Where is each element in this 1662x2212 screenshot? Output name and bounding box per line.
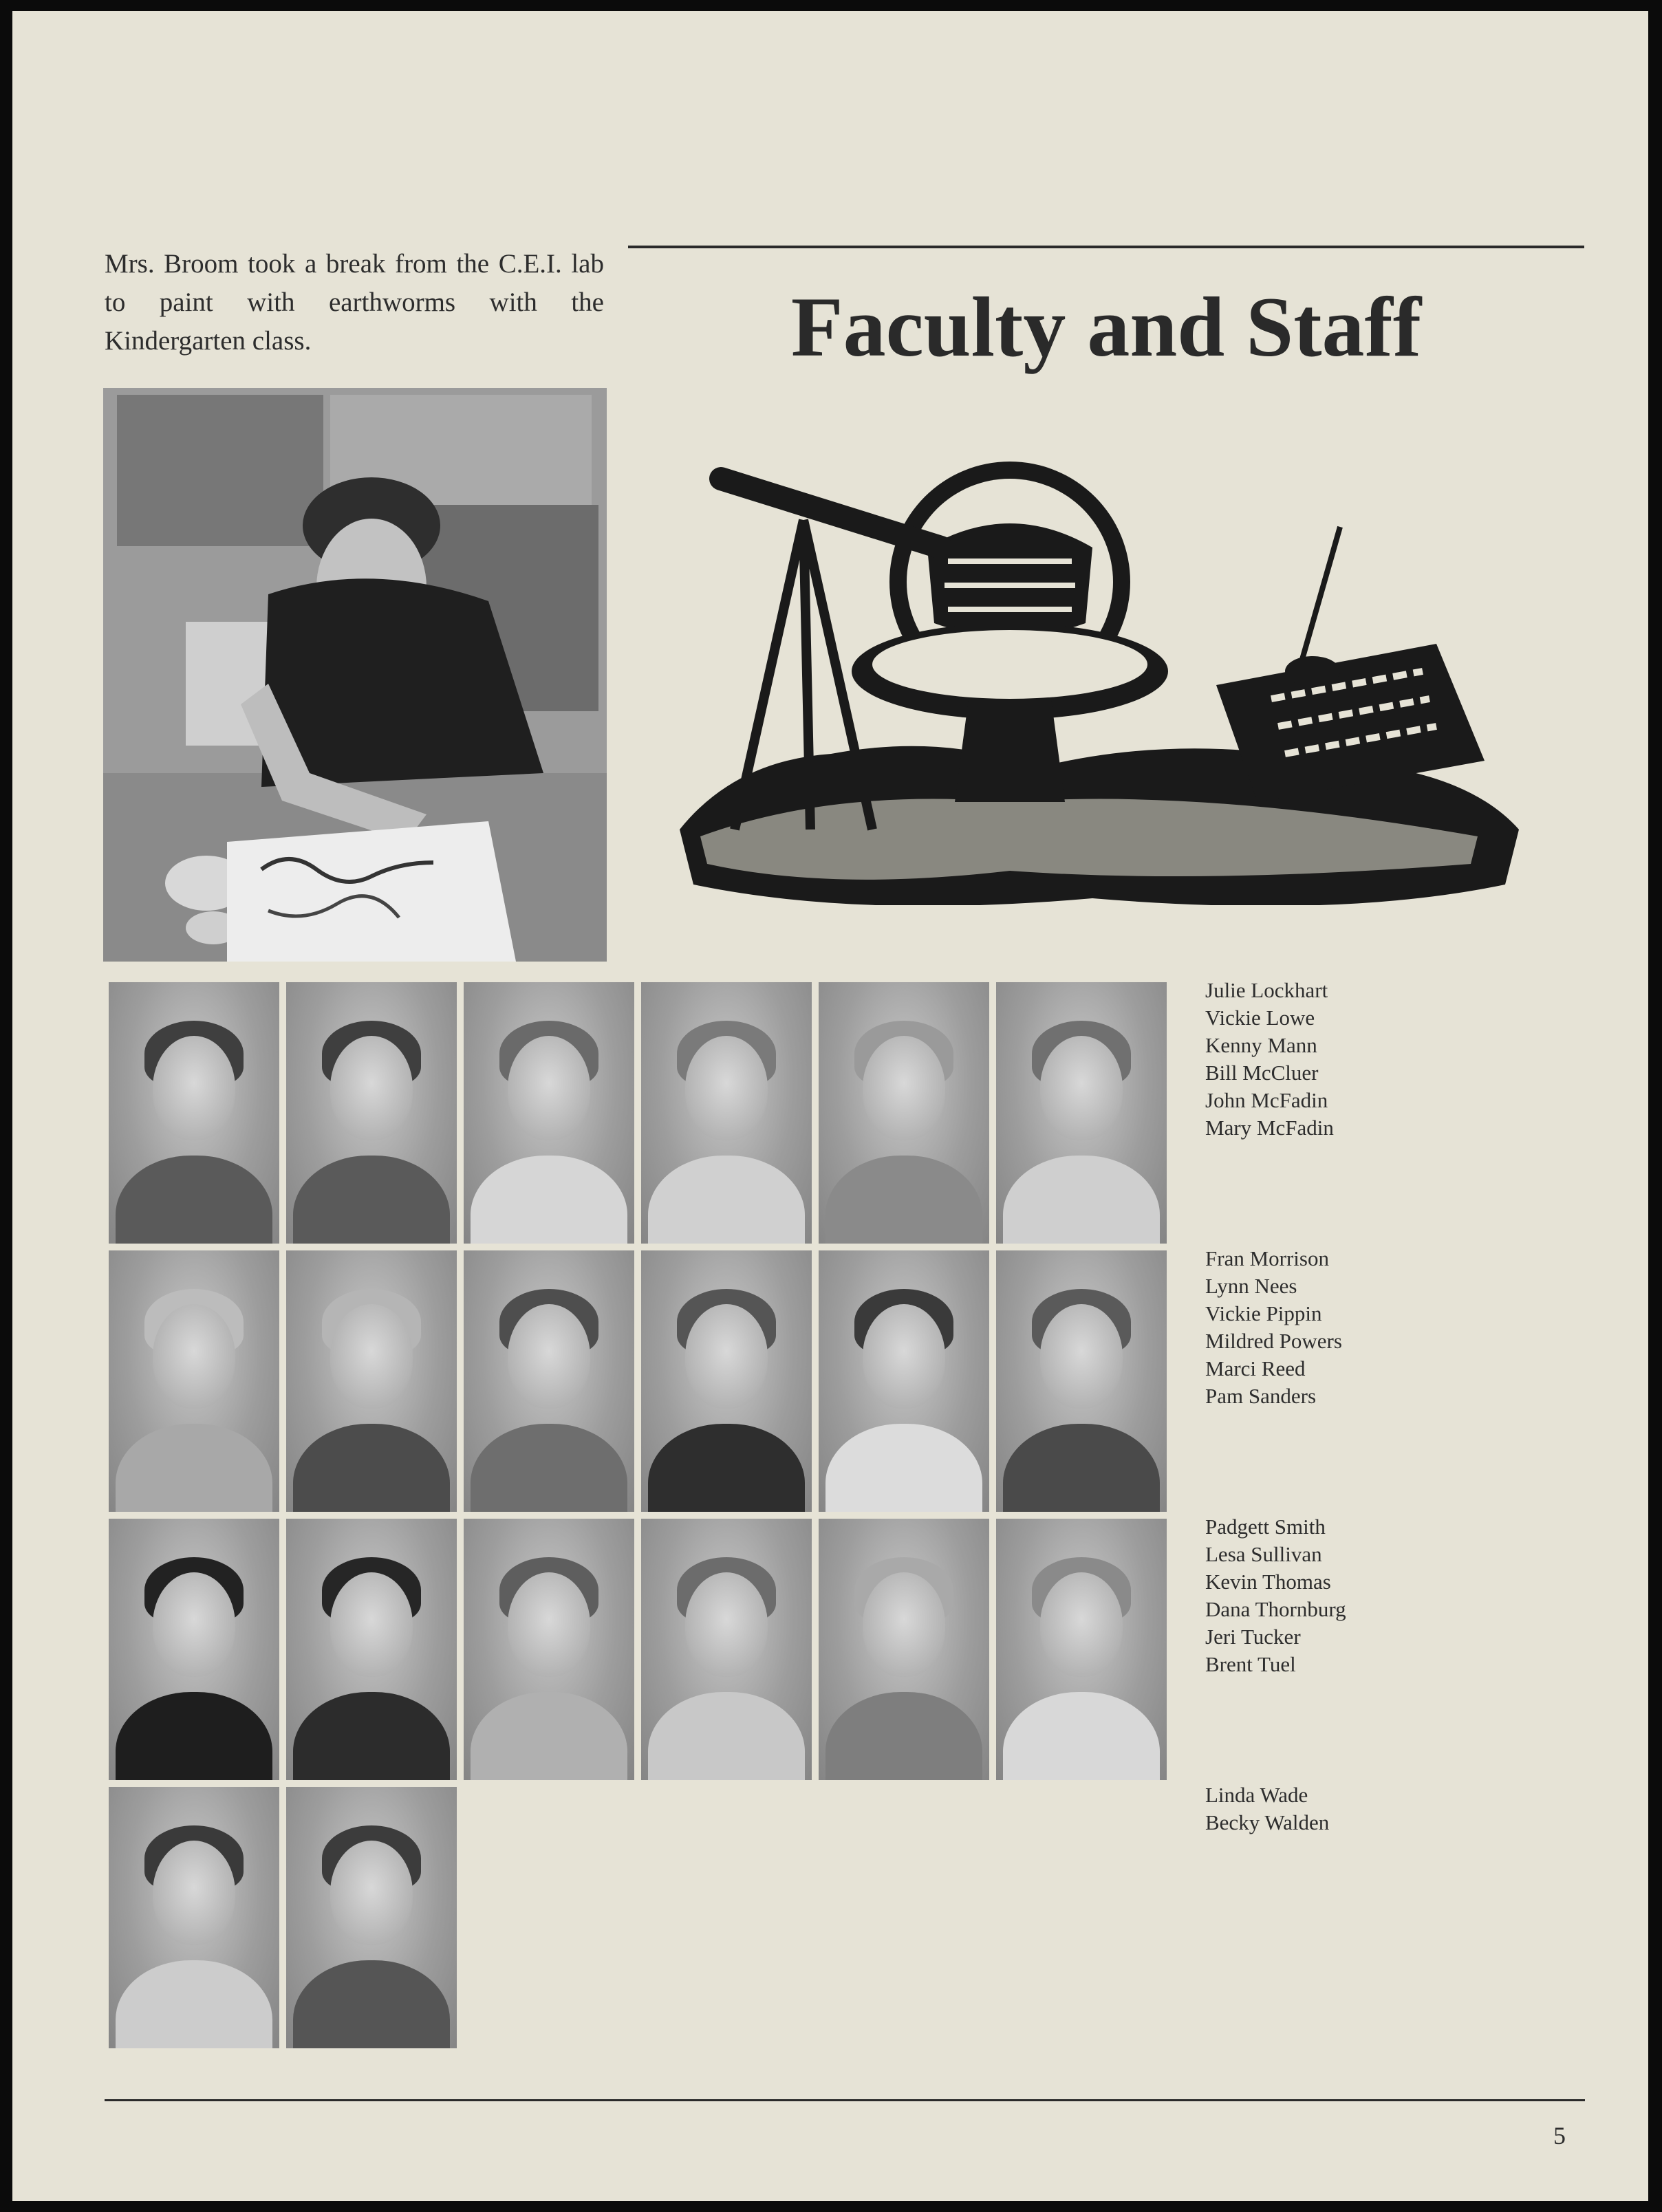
staff-portrait bbox=[109, 1250, 279, 1512]
page-number: 5 bbox=[1553, 2122, 1566, 2149]
staff-portrait bbox=[641, 982, 812, 1244]
staff-name: John McFadin bbox=[1205, 1088, 1328, 1112]
staff-portrait bbox=[641, 1519, 812, 1780]
staff-name: Padgett Smith bbox=[1205, 1515, 1326, 1539]
staff-name: Mary McFadin bbox=[1205, 1116, 1334, 1140]
staff-name: Julie Lockhart bbox=[1205, 978, 1328, 1002]
staff-portrait bbox=[109, 1787, 279, 2048]
staff-portrait bbox=[464, 1250, 634, 1512]
staff-name: Mildred Powers bbox=[1205, 1329, 1342, 1353]
staff-name: Lynn Nees bbox=[1205, 1274, 1297, 1298]
staff-name: Pam Sanders bbox=[1205, 1384, 1317, 1408]
staff-portrait bbox=[641, 1250, 812, 1512]
staff-name: Fran Morrison bbox=[1205, 1246, 1329, 1270]
staff-name: Brent Tuel bbox=[1205, 1652, 1296, 1676]
names-row-4 bbox=[1205, 1781, 1329, 1836]
candid-photo bbox=[103, 388, 607, 962]
staff-portrait bbox=[464, 1519, 634, 1780]
photo-caption: Mrs. Broom took a break from the C.E.I. lab to paint with earthworms with the Kindergarten class. bbox=[105, 249, 604, 356]
staff-portrait bbox=[286, 1519, 457, 1780]
globe-telescope-illustration bbox=[652, 444, 1546, 905]
staff-portrait bbox=[819, 1250, 989, 1512]
staff-name: Becky Walden bbox=[1205, 1810, 1330, 1834]
staff-name: Marci Reed bbox=[1205, 1356, 1306, 1380]
staff-name: Bill McCluer bbox=[1205, 1061, 1319, 1085]
yearbook-page bbox=[12, 11, 1648, 2201]
staff-portrait bbox=[464, 982, 634, 1244]
staff-portrait bbox=[819, 982, 989, 1244]
staff-portrait bbox=[286, 982, 457, 1244]
bottom-rule bbox=[105, 2099, 1585, 2101]
staff-portrait bbox=[109, 982, 279, 1244]
staff-name: Vickie Pippin bbox=[1205, 1301, 1322, 1325]
staff-portrait bbox=[286, 1250, 457, 1512]
staff-portrait bbox=[109, 1519, 279, 1780]
staff-name: Vickie Lowe bbox=[1205, 1006, 1315, 1030]
staff-portrait bbox=[286, 1787, 457, 2048]
staff-name: Jeri Tucker bbox=[1205, 1625, 1301, 1649]
staff-name: Linda Wade bbox=[1205, 1783, 1308, 1807]
staff-portrait bbox=[996, 1250, 1167, 1512]
staff-name: Dana Thornburg bbox=[1205, 1597, 1346, 1621]
top-rule bbox=[628, 246, 1584, 248]
names-row-3 bbox=[1205, 1513, 1346, 1678]
staff-portrait bbox=[996, 982, 1167, 1244]
staff-portrait bbox=[819, 1519, 989, 1780]
staff-portrait bbox=[996, 1519, 1167, 1780]
names-row-2 bbox=[1205, 1245, 1342, 1410]
staff-name: Kevin Thomas bbox=[1205, 1570, 1331, 1594]
staff-name: Lesa Sullivan bbox=[1205, 1542, 1322, 1566]
page-title: Faculty and Staff bbox=[790, 280, 1422, 374]
staff-name: Kenny Mann bbox=[1205, 1033, 1317, 1057]
names-row-1 bbox=[1205, 977, 1334, 1142]
